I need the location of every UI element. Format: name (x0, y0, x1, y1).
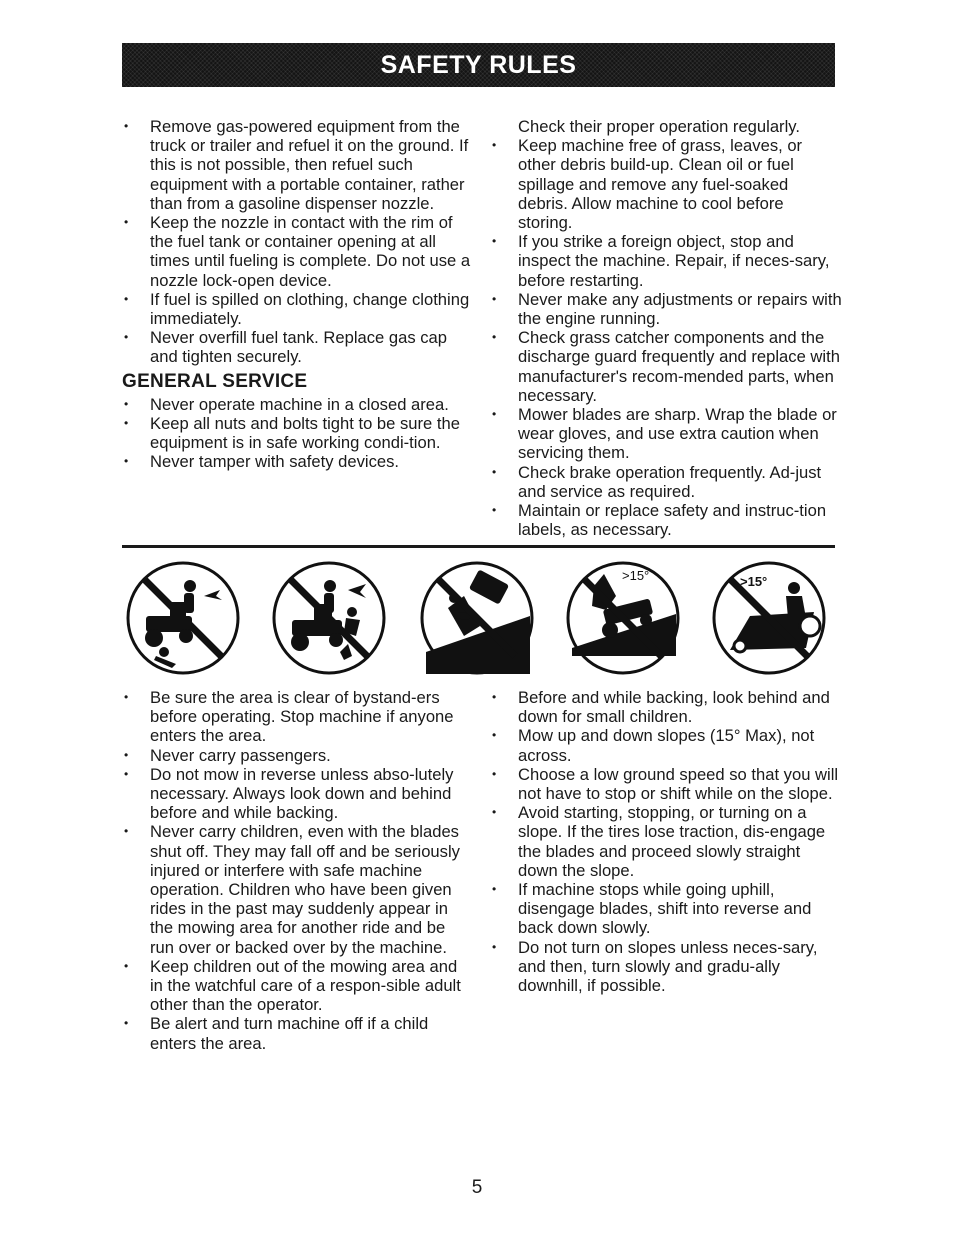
slope-limit-15-degree-icon (564, 556, 682, 680)
list-item: • If you strike a foreign object, stop and inspect the machine. Repair, if neces-sary, before restarting. (490, 232, 842, 290)
list-item: • Check brake operation frequently. Ad-just and service as required. (490, 463, 842, 501)
top-left-column (122, 117, 472, 471)
list-item: • Avoid starting, stopping, or turning on a slope. If the tires lose traction, dis-engage the blades and proceed slowly straight down the slope. (490, 803, 842, 880)
list-item: • Maintain or replace safety and instruc-tion labels, as necessary. (490, 501, 842, 539)
list-item: • Never operate machine in a closed area. (122, 395, 472, 414)
list-item: • Do not turn on slopes unless neces-sary, and then, turn slowly and gradu-ally downhill, if possible. (490, 938, 842, 996)
operation-rules-list (122, 688, 472, 1053)
list-item: • Never carry children, even with the blades shut off. They may fall off and be seriously injured or interfere with safe machine operation. Children who have been given rides in the past may suddenly appear in the mowing area for another ride and be run over or backed over by the machine. (122, 822, 472, 956)
list-item: • Check grass catcher components and the discharge guard frequently and replace with manufacturer's recom-mended parts, when necessary. (490, 328, 842, 405)
list-item: • Do not mow in reverse unless abso-lutely necessary. Always look down and behind before and while backing. (122, 765, 472, 823)
list-item: • Choose a low ground speed so that you will not have to stop or shift while on the slope. (490, 765, 842, 803)
no-steep-slope-tipping-icon (418, 556, 536, 680)
slope-angle-label: >15° (740, 574, 768, 589)
bottom-right-column (490, 688, 842, 995)
list-item: • Be sure the area is clear of bystand-ers before operating. Stop machine if anyone enters the area. (122, 688, 472, 746)
list-item: • Remove gas-powered equipment from the truck or trailer and refuel it on the ground. If this is not possible, then refuel such equipment with a portable container, rather than from a gasoline dispenser nozzle. (122, 117, 472, 213)
list-item: • Keep machine free of grass, leaves, or other debris build-up. Clean oil or fuel spillage and remove any fuel-soaked debris. Allow machine to cool before storing. (490, 136, 842, 232)
list-item: • Mow up and down slopes (15° Max), not across. (490, 726, 842, 764)
fueling-rules-list (122, 117, 472, 367)
safety-rules-banner (122, 43, 835, 87)
page-title: SAFETY RULES (380, 50, 577, 79)
list-item: • Never overfill fuel tank. Replace gas cap and tighten securely. (122, 328, 472, 366)
bottom-left-column (122, 688, 472, 1053)
top-right-column (490, 117, 842, 539)
continued-text: Check their proper operation regularly. (518, 117, 800, 136)
no-bystanders-icon (124, 556, 242, 680)
slope-angle-label: >15° (622, 568, 650, 583)
list-item: • If machine stops while going uphill, disengage blades, shift into reverse and back down slowly. (490, 880, 842, 938)
list-item: • Keep children out of the mowing area and in the watchful care of a respon-sible adult other than the operator. (122, 957, 472, 1015)
general-service-list (122, 395, 472, 472)
list-item: • Never make any adjustments or repairs with the engine running. (490, 290, 842, 328)
section-heading-general-service: GENERAL SERVICE (122, 370, 308, 392)
no-mowing-across-slope-icon (710, 556, 828, 680)
list-item: • Keep all nuts and bolts tight to be sure the equipment is in safe working condi-tion. (122, 414, 472, 452)
list-item: • Keep the nozzle in contact with the rim of the fuel tank or container opening at all times until fueling is complete. Do not use a nozzle lock-open device. (122, 213, 472, 290)
list-item: • If fuel is spilled on clothing, change clothing immediately. (122, 290, 472, 328)
service-rules-list (490, 136, 842, 539)
page-number: 5 (471, 1177, 483, 1198)
no-passengers-icon (270, 556, 388, 680)
list-item: • Mower blades are sharp. Wrap the blade or wear gloves, and use extra caution when servicing them. (490, 405, 842, 463)
section-divider (122, 545, 835, 548)
list-item: • Be alert and turn machine off if a child enters the area. (122, 1014, 472, 1052)
list-item: • Before and while backing, look behind and down for small children. (490, 688, 842, 726)
list-item: • Never tamper with safety devices. (122, 452, 472, 471)
list-item: • Never carry passengers. (122, 746, 472, 765)
slope-rules-list (490, 688, 842, 995)
safety-pictograms (122, 556, 835, 684)
